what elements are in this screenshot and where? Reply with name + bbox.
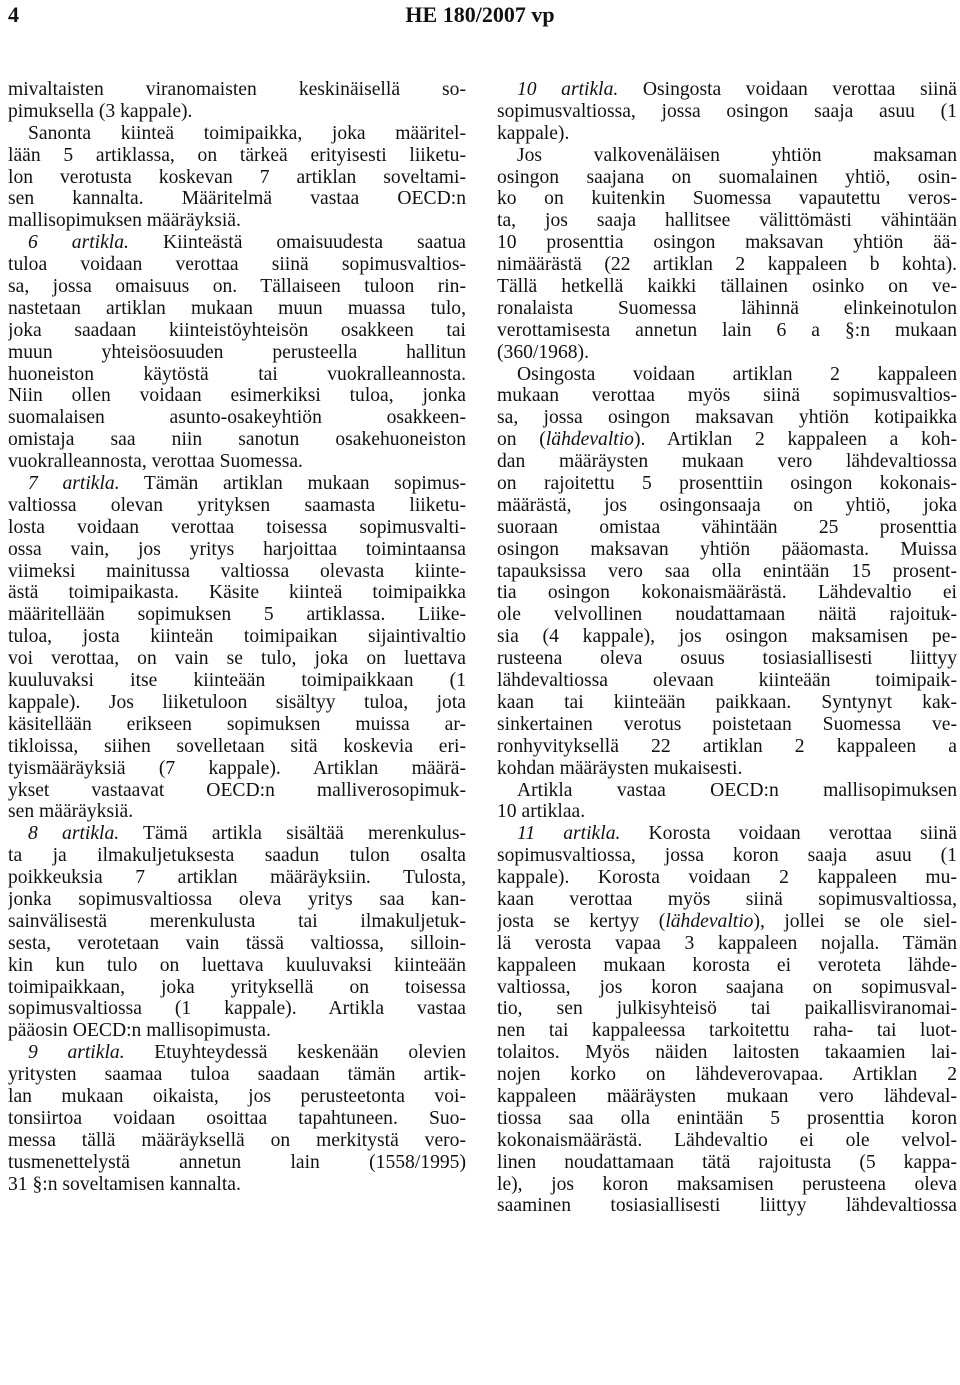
text-line	[497, 145, 957, 167]
text-line	[8, 889, 466, 911]
text-line	[497, 123, 957, 145]
text-line	[8, 167, 466, 189]
text-line	[8, 1152, 466, 1174]
text-line	[8, 977, 466, 999]
text-line	[8, 648, 466, 670]
text-line	[497, 933, 957, 955]
text-line	[497, 473, 957, 495]
text-line	[497, 1108, 957, 1130]
text-line	[8, 473, 466, 495]
line-text: pimuksella (3 kappale).	[8, 100, 193, 122]
text-line	[8, 298, 466, 320]
line-text: mukaan verottaa myös siinä sopimusvaltios-	[497, 385, 957, 407]
text-line	[8, 714, 466, 736]
text-line	[497, 736, 957, 758]
line-text: on (	[497, 429, 546, 451]
line-text: 10 artiklaa.	[497, 801, 586, 823]
line-text: sen kannalta. Määritelmä vastaa OECD:n	[8, 188, 466, 210]
text-line	[8, 232, 466, 254]
line-text: ta, jos saaja hallitsee välittömästi vähintään	[497, 210, 957, 232]
italic-label: 8 artikla.	[28, 823, 120, 845]
line-text: ronalaista Suomessa lähinnä elinkeinotulon	[497, 297, 957, 319]
text-line	[497, 101, 957, 123]
line-text: suoraan omistaa vähintään 25 prosenttia	[497, 516, 957, 538]
line-text: 31 §:n soveltamisen kannalta.	[8, 1173, 241, 1195]
text-line	[497, 561, 957, 583]
text-line	[497, 210, 957, 232]
line-text: ole velvollinen noudattamaan näitä rajoituk-	[497, 604, 957, 626]
line-text: nojen korko on lähdeverovapaa. Artiklan 2	[497, 1064, 957, 1086]
text-line	[8, 1130, 466, 1152]
line-text: kokonaismäärästä. Lähdevaltio ei ole velvol-	[497, 1129, 957, 1151]
line-text: kuuluvaksi itse kiinteään toimipaikkaan (1	[8, 670, 466, 692]
text-line	[497, 714, 957, 736]
line-text: tolaitos. Myös näiden laitosten takaamien lai-	[497, 1042, 957, 1064]
text-line	[497, 648, 957, 670]
text-line	[497, 167, 957, 189]
line-text: lähdevaltiossa olevaan kiinteään toimipaik-	[497, 670, 957, 692]
line-text: joka saadaan kiinteistöyhteisön osakkeen tai	[8, 319, 466, 341]
line-text: määritellään sopimuksen 5 artiklassa. Liike-	[8, 604, 466, 626]
line-text: 10 prosenttia osingon maksavan yhtiön ää-	[497, 232, 957, 254]
line-text: kohdan määräysten mukaisesti.	[497, 757, 743, 779]
text-line	[497, 188, 957, 210]
italic-label: lähdevaltio	[545, 429, 634, 451]
text-line	[8, 736, 466, 758]
text-line	[497, 495, 957, 517]
italic-label: 11 artikla.	[517, 823, 621, 845]
line-text: nen tai kappaleessa tarkoitettu raha- tai luot-	[497, 1020, 957, 1042]
line-text: ). Artiklan 2 kappaleen a koh-	[633, 429, 957, 451]
line-text: tapauksissa vero saa olla enintään 15 prosent-	[497, 560, 957, 582]
italic-label: 6 artikla.	[28, 232, 129, 254]
text-line	[8, 801, 466, 823]
line-text: Kiinteästä omaisuudesta saatua	[128, 232, 466, 254]
line-text: sa, jossa osingon maksavan yhtiön kotipaikka	[497, 407, 957, 429]
line-text: (360/1968).	[497, 341, 589, 363]
text-line	[8, 210, 466, 232]
text-line	[497, 977, 957, 999]
line-text: mallisopimuksen määräyksiä.	[8, 210, 241, 232]
line-text: Tämän artiklan mukaan sopimus-	[119, 473, 466, 495]
text-line	[8, 823, 466, 845]
text-line	[8, 867, 466, 889]
text-line	[8, 429, 466, 451]
text-line	[8, 385, 466, 407]
line-text: tio, sen julkisyhteisö tai paikallisviranomai-	[497, 998, 957, 1020]
line-text: kaan tai kiinteään paikkaan. Syntynyt kak-	[497, 691, 957, 713]
text-line	[497, 998, 957, 1020]
text-line	[497, 1020, 957, 1042]
document-id: HE 180/2007 vp	[405, 2, 555, 27]
line-text: tia osingon kokonaismäärästä. Lähdevaltio ei	[497, 582, 957, 604]
text-line	[8, 670, 466, 692]
line-text: omistaja saa niin sanotun osakehuoneiston	[8, 429, 466, 451]
line-text: saaminen tosiasiallisesti liittyy lähdevaltiossa	[497, 1195, 957, 1217]
text-line	[8, 780, 466, 802]
line-text: lään 5 artiklassa, on tärkeä erityisesti liiketu-	[8, 144, 466, 166]
text-line	[8, 145, 466, 167]
text-line	[8, 998, 466, 1020]
line-text: lä verosta vapaa 3 kappaleen nojalla. Tämän	[497, 932, 957, 954]
text-line	[497, 1042, 957, 1064]
text-line	[497, 429, 957, 451]
line-text: muun yhteisöosuuden perusteella hallitun	[8, 341, 466, 363]
line-text: tuloa voidaan verottaa siinä sopimusvaltios-	[8, 254, 466, 276]
text-line	[8, 955, 466, 977]
text-line	[497, 385, 957, 407]
text-line	[497, 276, 957, 298]
text-line	[497, 1086, 957, 1108]
line-text: Osingosta voidaan artiklan 2 kappaleen	[517, 363, 957, 385]
line-text: Jos valkovenäläisen yhtiön maksaman	[517, 144, 957, 166]
line-text: käsitellään erikseen sopimuksen muissa ar-	[8, 713, 466, 735]
line-text: viimeksi mainitussa valtiossa olevasta kiinte-	[8, 560, 466, 582]
text-line	[8, 276, 466, 298]
text-line	[497, 298, 957, 320]
line-text: Sanonta kiinteä toimipaikka, joka määritel-	[28, 122, 466, 144]
text-line	[497, 670, 957, 692]
text-line	[497, 407, 957, 429]
line-text: lan mukaan oikaista, jos perusteetonta voi-	[8, 1085, 466, 1107]
line-text: linen noudattamaan tätä rajoitusta (5 kappa-	[497, 1151, 957, 1173]
text-line	[497, 451, 957, 473]
italic-label: 10 artikla.	[517, 79, 619, 100]
text-line	[8, 407, 466, 429]
right-text-column	[497, 79, 957, 1217]
text-line	[8, 1086, 466, 1108]
italic-label: lähdevaltio	[665, 910, 754, 932]
text-line	[8, 1108, 466, 1130]
line-text: le), jos koron maksamisen perusteena oleva	[497, 1173, 957, 1195]
line-text: jonka sopimusvaltiossa oleva yritys saa kan-	[8, 888, 466, 910]
line-text: Osingosta voidaan verottaa siinä	[618, 79, 957, 100]
text-line	[8, 604, 466, 626]
text-line	[497, 1195, 957, 1217]
text-line	[8, 1174, 466, 1196]
text-line	[8, 561, 466, 583]
line-text: kin kun tulo on luettava kuuluvaksi kiinteään	[8, 954, 466, 976]
line-text: ykset vastaavat OECD:n malliverosopimuk-	[8, 779, 466, 801]
text-line	[497, 539, 957, 561]
line-text: tikloissa, siihen sovelletaan sitä koskevia eri-	[8, 735, 466, 757]
line-text: Artikla vastaa OECD:n mallisopimuksen	[517, 779, 957, 801]
text-line	[497, 604, 957, 626]
text-line	[8, 933, 466, 955]
line-text: kappale).	[497, 122, 570, 144]
text-line	[497, 342, 957, 364]
text-line	[497, 1152, 957, 1174]
line-text: tonsiirtoa voidaan osoittaa tapahtuneen. Suo-	[8, 1107, 466, 1129]
page-number: 4	[8, 2, 19, 27]
line-text: huoneiston käytöstä tai vuokralleannosta.	[8, 363, 466, 385]
left-text-column	[8, 79, 466, 1195]
line-text: tusmenettelystä annetun lain (1558/1995)	[8, 1151, 466, 1173]
line-text: rusteena oleva osuus tosiasiallisesti liittyy	[497, 648, 957, 670]
line-text: sa, jossa omaisuus on. Tällaiseen tuloon rin-	[8, 276, 466, 298]
line-text: Niin ollen voidaan esimerkiksi tuloa, jonka	[8, 385, 466, 407]
text-line	[8, 1042, 466, 1064]
line-text: ronhyvityksellä 22 artiklan 2 kappaleen a	[497, 735, 957, 757]
line-text: osingon saajana on suomalainen yhtiö, osin-	[497, 166, 957, 188]
line-text: Tämä artikla sisältää merenkulus-	[119, 823, 466, 845]
line-text: valtiossa, jos koron saajana on sopimusval-	[497, 976, 957, 998]
line-text: mivaltaisten viranomaisten keskinäisellä so-	[8, 79, 466, 100]
text-line	[8, 364, 466, 386]
text-line	[497, 79, 957, 101]
text-line	[497, 780, 957, 802]
text-line	[497, 955, 957, 977]
line-text: sia (4 kappale), jos osingon maksamisen pe-	[497, 626, 957, 648]
line-text: osingon maksavan yhtiön pääomasta. Muissa	[497, 538, 957, 560]
line-text: vuokralleannosta, verottaa Suomessa.	[8, 451, 303, 473]
text-line	[8, 320, 466, 342]
text-line	[497, 517, 957, 539]
line-text: poikkeuksia 7 artiklan määräyksiin. Tulosta,	[8, 867, 466, 889]
line-text: lon verotusta koskevan 7 artiklan soveltami-	[8, 166, 466, 188]
text-line	[8, 79, 466, 101]
line-text: sopimusvaltiossa, jossa osingon saaja asuu (1	[497, 100, 957, 122]
text-line	[8, 845, 466, 867]
line-text: kaan verottaa myös siinä sopimusvaltiossa,	[497, 888, 957, 910]
text-line	[8, 582, 466, 604]
line-text: tiossa saa olla enintään 5 prosenttia koron	[497, 1107, 957, 1129]
line-text: Tällä hetkellä kaikki tällainen osinko on ve-	[497, 276, 957, 298]
line-text: valtiossa olevan yrityksen saamasta liiketu-	[8, 494, 466, 516]
text-line	[8, 1064, 466, 1086]
text-line	[8, 123, 466, 145]
text-line	[8, 692, 466, 714]
text-line	[497, 582, 957, 604]
line-text: voi verottaa, on vain se tulo, joka on luettava	[8, 648, 466, 670]
text-line	[497, 758, 957, 780]
text-line	[497, 320, 957, 342]
text-line	[8, 1020, 466, 1042]
line-text: kappale). Jos liiketuloon sisältyy tuloa, jota	[8, 691, 466, 713]
text-line	[497, 889, 957, 911]
line-text: pääosin OECD:n mallisopimusta.	[8, 1020, 271, 1042]
text-line	[497, 692, 957, 714]
text-line	[8, 539, 466, 561]
text-line	[8, 451, 466, 473]
text-line	[8, 517, 466, 539]
text-line	[497, 911, 957, 933]
line-text: on rajoitettu 5 prosenttiin osingon kokonais-	[497, 473, 957, 495]
line-text: losta voidaan verottaa toisessa sopimusvalti-	[8, 516, 466, 538]
page-header	[0, 0, 960, 40]
line-text: kappaleen mukaan korosta ei veroteta lähde-	[497, 954, 957, 976]
line-text: Korosta voidaan verottaa siinä	[620, 823, 957, 845]
line-text: dan määräysten mukaan vero lähdevaltiossa	[497, 451, 957, 473]
line-text: nimäärästä (22 artiklan 2 kappaleen b kohta).	[497, 254, 957, 276]
line-text: suomalaisen asunto-osakeyhtiön osakkeen-	[8, 407, 466, 429]
line-text: verottamisesta annetun lain 6 a §:n mukaan	[497, 319, 957, 341]
line-text: ästä toimipaikasta. Käsite kiinteä toimipaikka	[8, 582, 466, 604]
line-text: yritysten saamaa tuloa saadaan tämän artik-	[8, 1064, 466, 1086]
text-line	[8, 758, 466, 780]
line-text: josta se kertyy (	[497, 910, 666, 932]
line-text: sainvälisestä merenkulusta tai ilmakuljetuk-	[8, 910, 466, 932]
line-text: tuloa, josta kiinteän toimipaikan sijaintivaltio	[8, 626, 466, 648]
line-text: tyismääräyksiä (7 kappale). Artiklan määrä-	[8, 757, 466, 779]
text-line	[8, 188, 466, 210]
text-line	[497, 867, 957, 889]
text-line	[8, 495, 466, 517]
text-line	[497, 845, 957, 867]
line-text: toimipaikkaan, joka yrityksellä on toisessa	[8, 976, 466, 998]
text-line	[497, 254, 957, 276]
text-line	[497, 823, 957, 845]
text-line	[497, 1174, 957, 1196]
line-text: Etuyhteydessä keskenään olevien	[124, 1042, 466, 1064]
italic-label: 7 artikla.	[28, 473, 120, 495]
italic-label: 9 artikla.	[28, 1042, 125, 1064]
line-text: kappaleen määräysten mukaan vero lähdeval-	[497, 1085, 957, 1107]
text-line	[497, 626, 957, 648]
line-text: sopimusvaltiossa (1 kappale). Artikla vastaa	[8, 998, 466, 1020]
text-line	[497, 1130, 957, 1152]
text-line	[8, 911, 466, 933]
line-text: sopimusvaltiossa, jossa koron saaja asuu (1	[497, 845, 957, 867]
line-text: messa tällä määräyksellä on merkitystä vero-	[8, 1129, 466, 1151]
line-text: määrästä, jos osingonsaaja on yhtiö, joka	[497, 494, 957, 516]
text-line	[8, 254, 466, 276]
line-text: ko on kuitenkin Suomessa vapautettu veros-	[497, 188, 957, 210]
text-line	[8, 342, 466, 364]
line-text: ta ja ilmakuljetuksesta saadun tulon osalta	[8, 845, 466, 867]
line-text: sinkertainen verotus poistetaan Suomessa ve-	[497, 713, 957, 735]
line-text: nastetaan artiklan mukaan muun muassa tulo,	[8, 297, 466, 319]
line-text: ossa vain, jos yritys harjoittaa toimintaansa	[8, 538, 466, 560]
line-text: sen määräyksiä.	[8, 801, 134, 823]
line-text: sesta, verotetaan vain tässä valtiossa, silloin-	[8, 932, 466, 954]
text-line	[8, 626, 466, 648]
line-text: kappale). Korosta voidaan 2 kappaleen mu-	[497, 867, 957, 889]
text-line	[497, 232, 957, 254]
text-line	[497, 1064, 957, 1086]
text-line	[8, 101, 466, 123]
text-line	[497, 364, 957, 386]
text-line	[497, 801, 957, 823]
line-text: ), jollei se ole siel-	[753, 910, 957, 932]
